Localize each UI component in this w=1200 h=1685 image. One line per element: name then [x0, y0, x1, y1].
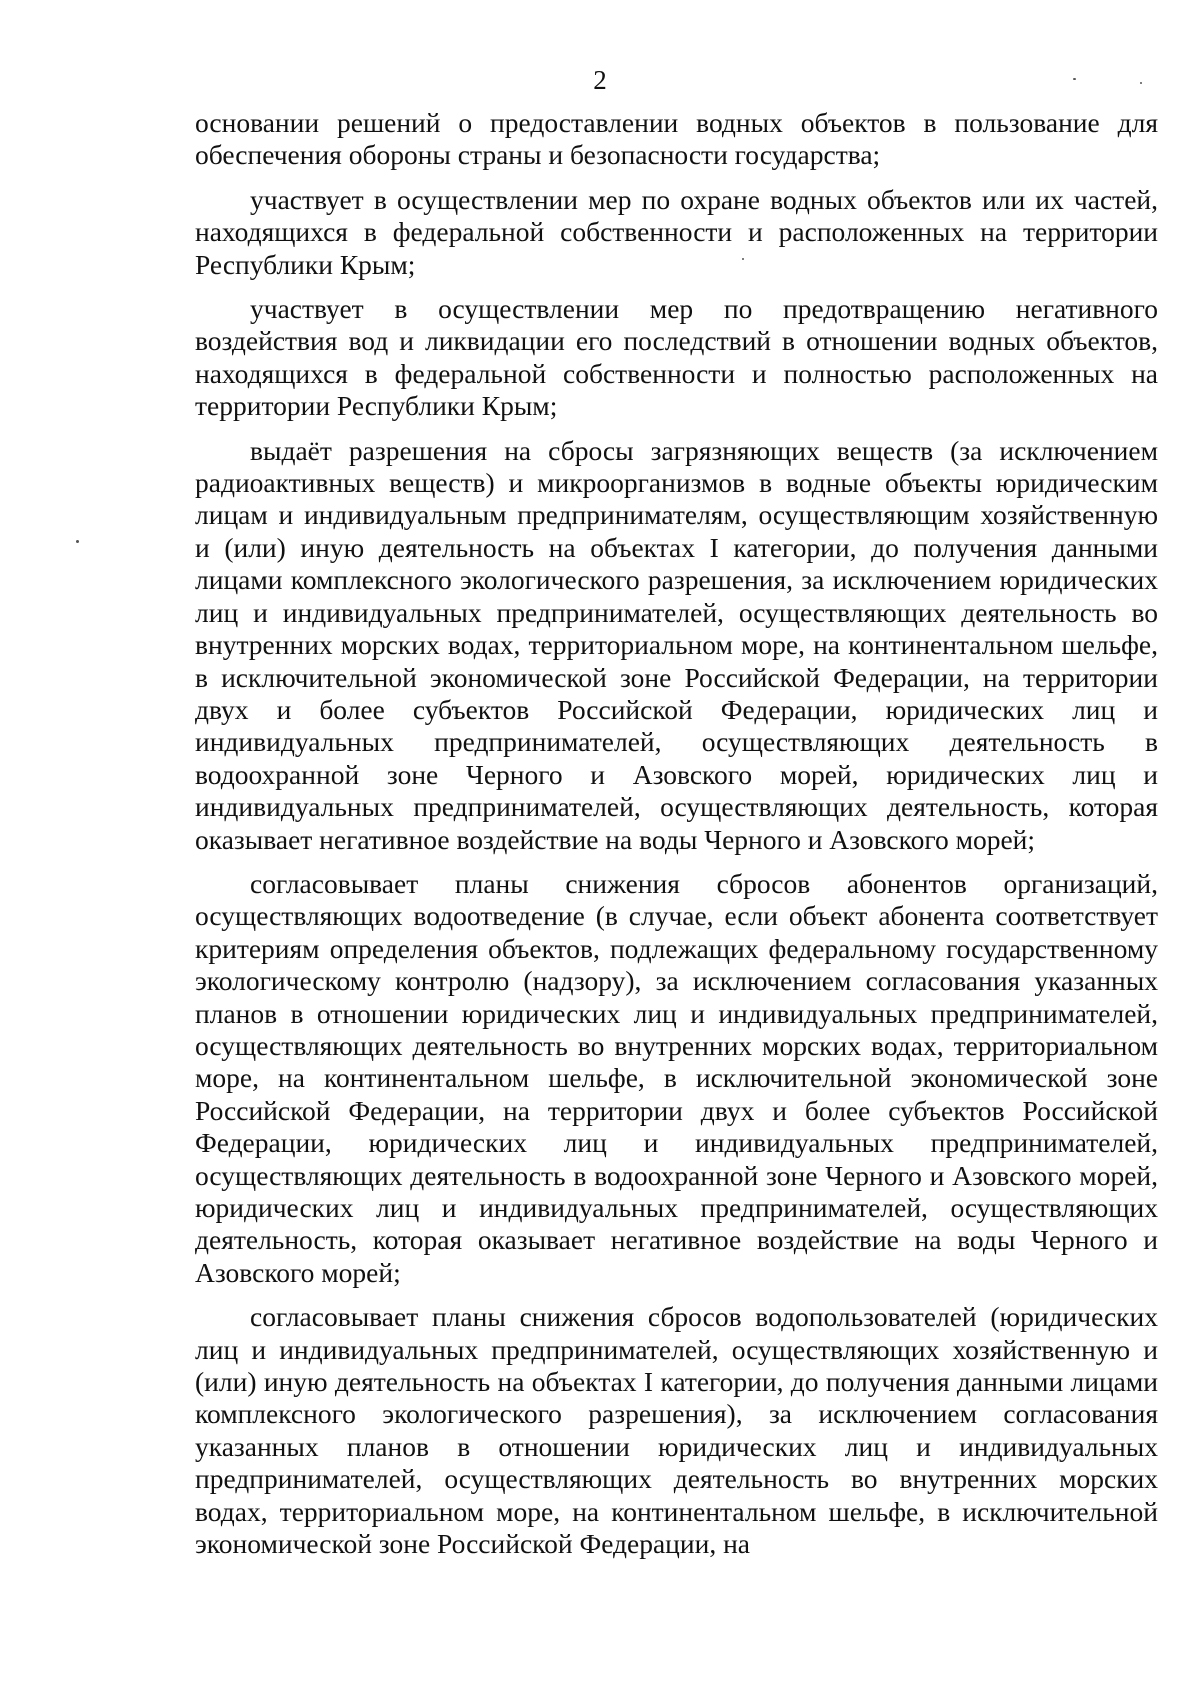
page-number: 2 — [593, 65, 607, 95]
scan-speck — [1073, 78, 1076, 80]
paragraph-negative-impact-prevention: участвует в осуществлении мер по предотвращению негативного воздействия вод и ликвидации его последствий в отношении водных объектов, находящихся в федеральной собственности и полностью расположенных на территории Республики Крым; — [195, 293, 1158, 422]
paragraph-subscriber-discharge-plans: согласовывает планы снижения сбросов абонентов организаций, осуществляющих водоотведение (в случае, если объект абонента соответствует критериям определения объектов, подлежащих федеральному государственному экологическому контролю (надзору), за исключением согласования указанных планов в отношении юридических лиц и индивидуальных предпринимателей, осуществляющих деятельность во внутренних морских водах, территориальном море, на континентальном шельфе, в исключительной экономической зоне Российской Федерации, на территории двух и более субъектов Российской Федерации, юридических лиц и индивидуальных предпринимателей, осуществляющих деятельность в водоохранной зоне Черного и Азовского морей, юридических лиц и индивидуальных предпринимателей, осуществляющих деятельность, которая оказывает негативное воздействие на воды Черного и Азовского морей; — [195, 867, 1158, 1288]
document-body — [195, 107, 1158, 1572]
paragraph-continuation: основании решений о предоставлении водных объектов в пользование для обеспечения обороны страны и безопасности государства; — [195, 107, 1158, 171]
paragraph-discharge-permits: выдаёт разрешения на сбросы загрязняющих веществ (за исключением радиоактивных веществ) и микроорганизмов в водные объекты юридическим лицам и индивидуальным предпринимателям, осуществляющим хозяйственную и (или) иную деятельность на объектах I категории, до получения данными лицами комплексного экологического разрешения, за исключением юридических лиц и индивидуальных предпринимателей, осуществляющих деятельность во внутренних морских водах, территориальном море, на континентальном шельфе, в исключительной экономической зоне Российской Федерации, на территории двух и более субъектов Российской Федерации, юридических лиц и индивидуальных предпринимателей, осуществляющих деятельность в водоохранной зоне Черного и Азовского морей, юридических лиц и индивидуальных предпринимателей, осуществляющих деятельность, которая оказывает негативное воздействие на воды Черного и Азовского морей; — [195, 434, 1158, 855]
paragraph-water-protection: участвует в осуществлении мер по охране водных объектов или их частей, находящихся в федеральной собственности и расположенных на территории Республики Крым; — [195, 183, 1158, 280]
scan-speck — [742, 258, 744, 260]
scan-speck — [1140, 82, 1142, 84]
scan-speck — [76, 540, 79, 543]
paragraph-water-user-discharge-plans: согласовывает планы снижения сбросов водопользователей (юридических лиц и индивидуальных предпринимателей, осуществляющих хозяйственную и (или) иную деятельность на объектах I категории, до получения данными лицами комплексного экологического разрешения), за исключением согласования указанных планов в отношении юридических лиц и индивидуальных предпринимателей, осуществляющих деятельность во внутренних морских водах, территориальном море, на континентальном шельфе, в исключительной экономической зоне Российской Федерации, на — [195, 1301, 1158, 1560]
